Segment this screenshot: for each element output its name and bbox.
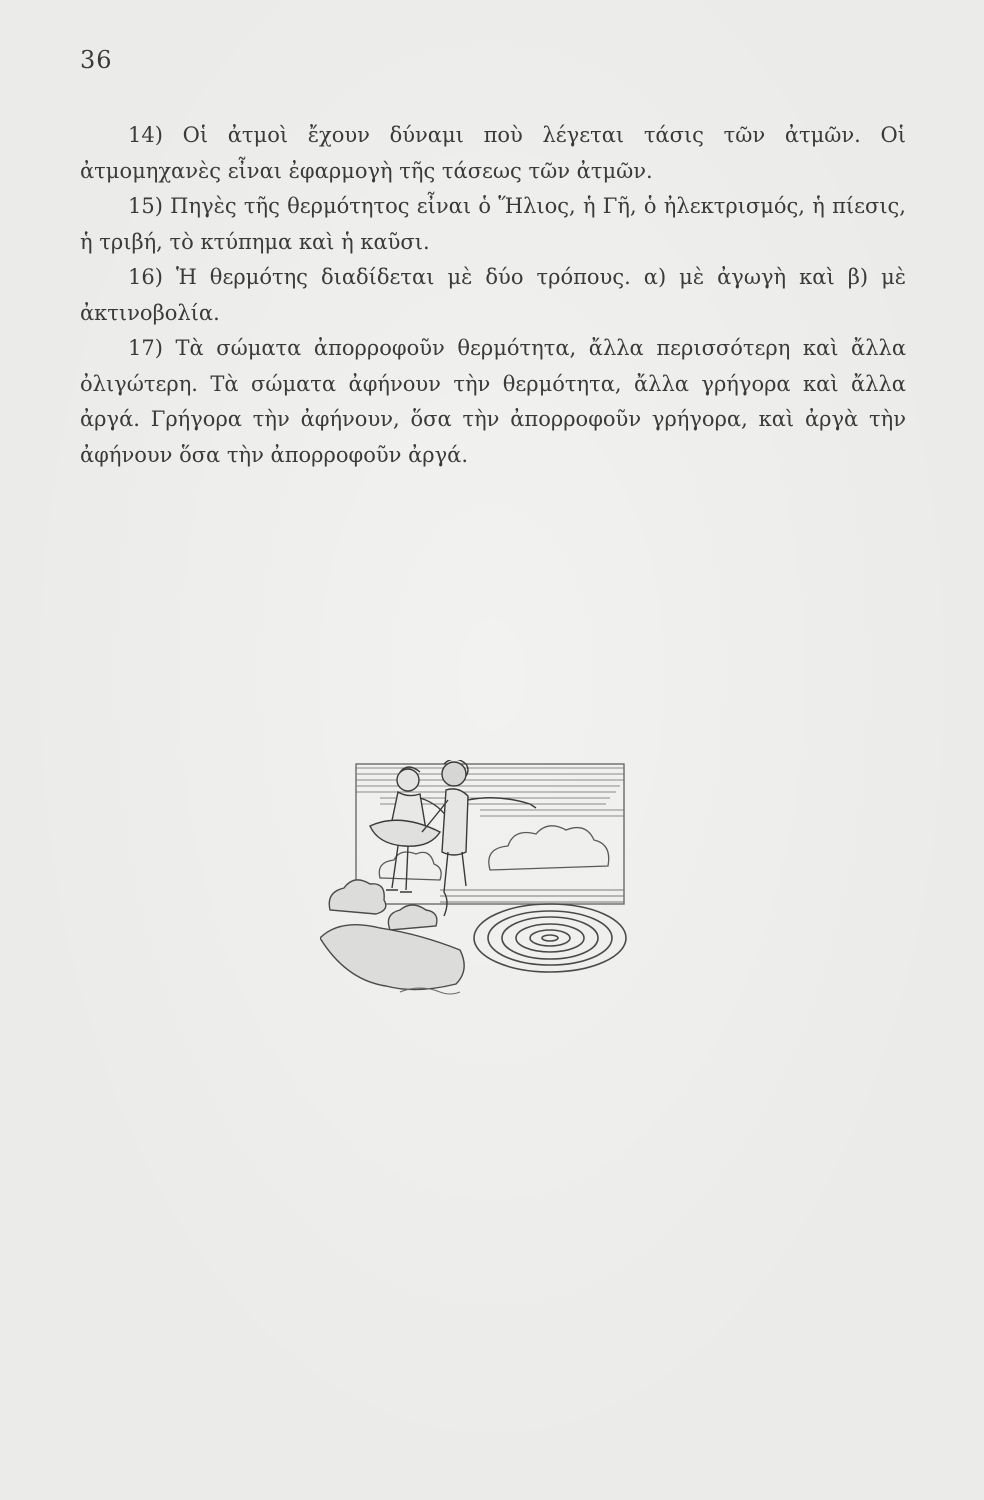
paragraph-16: 16) Ἡ θερμότης διαδίδεται μὲ δύο τρόπους. α) μὲ ἀγωγὴ καὶ β) μὲ ἀκτινοβολία. (80, 265, 906, 325)
children-at-seashore-illustration (320, 760, 640, 1000)
paragraph-14: 14) Οἱ ἀτμοὶ ἔχουν δύναμι ποὺ λέγεται τάσις τῶν ἀτμῶν. Οἱ ἀτμομηχανὲς εἶναι ἐφαρμογὴ τῆς τάσεως τῶν ἀτμῶν. (80, 123, 906, 183)
paragraph-15: 15) Πηγὲς τῆς θερμότητος εἶναι ὁ Ἥλιος, ἡ Γῆ, ὁ ἠλεκτρισμός, ἡ πίεσις, ἡ τριβή, τὸ κτύπημα καὶ ἡ καῦσι. (80, 194, 906, 254)
text-body (80, 118, 906, 473)
whirlpool (474, 904, 626, 972)
page-number: 36 (80, 46, 113, 74)
paragraph-17: 17) Τὰ σώματα ἀπορροφοῦν θερμότητα, ἄλλα περισσότερη καὶ ἄλλα ὀλιγώτερη. Τὰ σώματα ἀφήνουν τὴν θερμότητα, ἄλλα γρήγορα καὶ ἄλλα ἀργά. Γρήγορα τὴν ἀφήνουν, ὅσα τὴν ἀπορροφοῦν γρήγορα, καὶ ἀργὰ τὴν ἀφήνουν ὅσα τὴν ἀπορροφοῦν ἀργά. (80, 336, 906, 467)
sea-waves (440, 890, 624, 902)
ground-scribble (400, 988, 460, 994)
